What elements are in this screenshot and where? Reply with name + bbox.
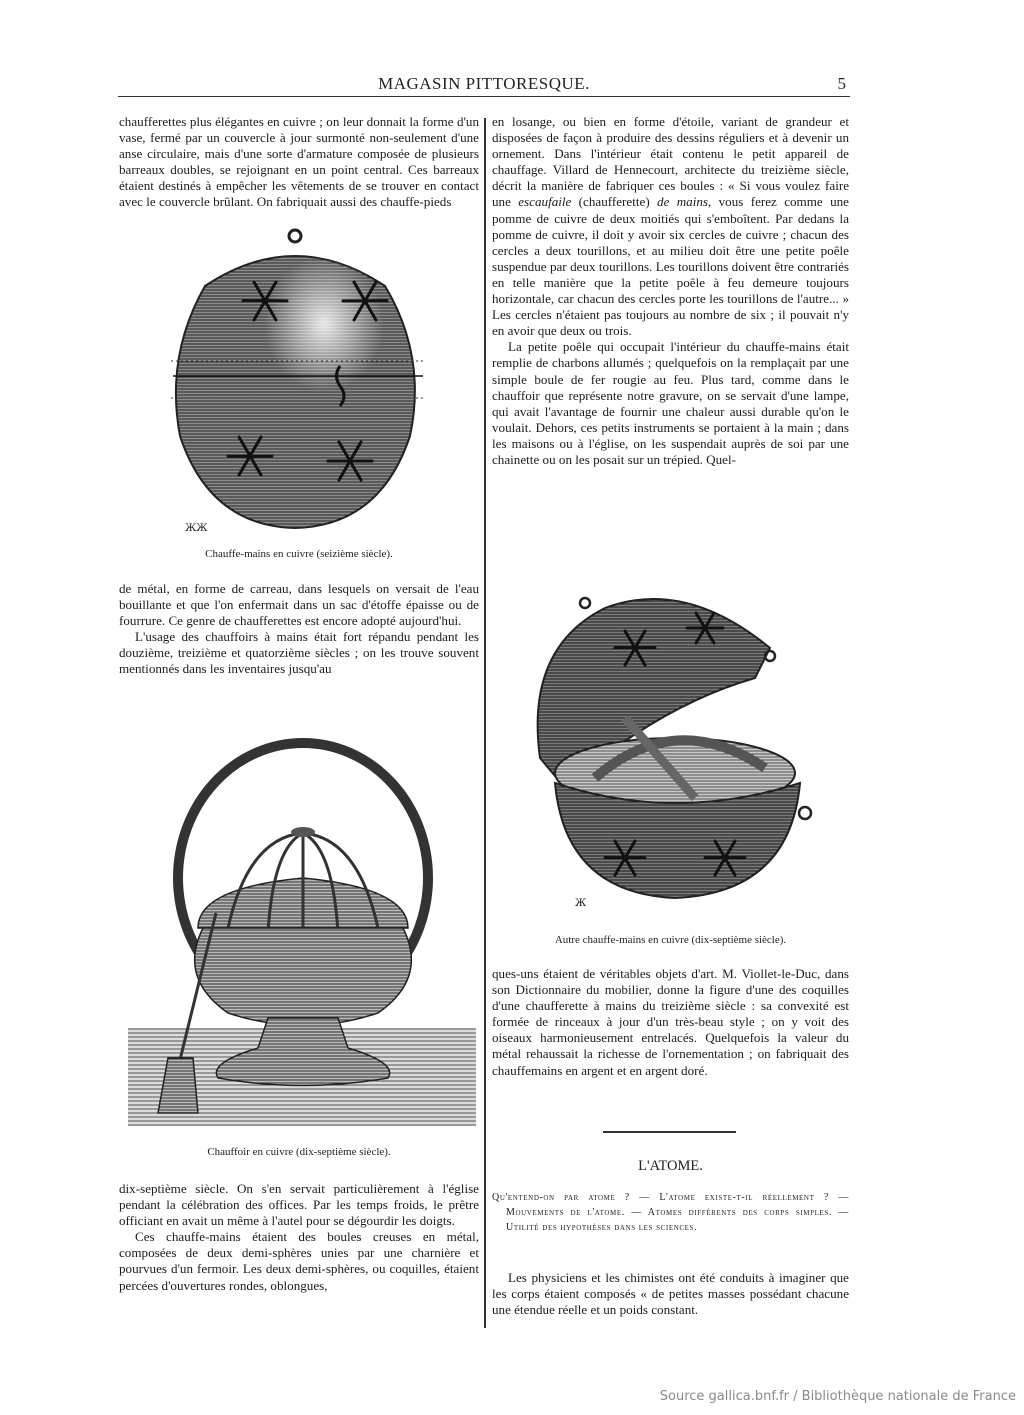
engraving-chauffoir-icon <box>128 728 476 1128</box>
paragraph: ques-uns étaient de véritables objets d'art. M. Viollet-le-Duc, dans son Dictionnaire du mobilier, donne la figure d'une des coquilles d'une chaufferette à mains du treizième siècle : sa convexité est formée de rinceaux à jour d'un très-beau style ; on y voit des oiseaux harmonieusement entrelacés. Quelquefois la valeur du métal rehaussait la richesse de l'ornementation ; on fabriquait des chauffemains en argent et en argent doré. <box>492 966 849 1078</box>
article-title: L'ATOME. <box>638 1158 703 1174</box>
paragraph: en losange, ou bien en forme d'étoile, variant de grandeur et disposées de façon à produire des dessins réguliers et à devenir un ornement. Dans l'intérieur était contenu le petit appareil de chauffage. Villard de Hennecourt, architecte du treizième siècle, décrit la manière de fabriquer ces boules : « Si vous voulez faire une escaufaile (chaufferette) de mains, vous ferez comme une pomme de cuivre de deux moitiés qui s'emboîtent. Par dedans la pomme de cuivre, il doit y avoir six cercles de cuivre ; chacun des cercles a deux tourillons, et au milieu doit être une petite poêle suspendue par deux tourillons. Les tourillons doivent être contrariés en telle manière que la petite poêle à feu demeure toujours horizontale, car chacun des cercles porte les tourillons de l'autre... » Les cercles n'étaient pas toujours au nombre de six ; il pouvait n'y en avoir que deux ou trois. <box>492 114 849 339</box>
figure-caption: Chauffoir en cuivre (dix-septième siècle). <box>207 1146 391 1158</box>
figure-chauffoir <box>128 728 476 1128</box>
figure-caption: Autre chauffe-mains en cuivre (dix-septième siècle). <box>554 934 787 946</box>
left-column-text-1 <box>119 114 479 211</box>
left-column-text-3 <box>119 1181 479 1294</box>
italic-term: de mains <box>657 194 709 210</box>
journal-title: MAGASIN PITTORESQUE. <box>378 74 590 93</box>
left-column-text-2 <box>119 581 479 678</box>
paragraph: dix-septième siècle. On s'en servait particulièrement à l'église pendant la célébration des offices. Par les temps froids, le prêtre officiant en avait un même à l'autel pour se dégourdir les doigts. <box>119 1181 479 1229</box>
paragraph: chaufferettes plus élégantes en cuivre ; on leur donnait la forme d'un vase, fermé par un couvercle à jour surmonté non-seulement d'une anse circulaire, mais d'une sorte d'armature composée de plusieurs barreaux doubles, se rejoignant en un point central. Ces barreaux étaient destinés à empêcher les vêtements de se trouver en contact avec le couvercle brûlant. On fabriquait aussi des chauffe-pieds <box>119 114 479 210</box>
right-column-text-1 <box>492 114 849 468</box>
engraving-sphere-closed-icon <box>165 226 435 536</box>
engraving-sphere-open-icon <box>525 588 815 918</box>
paragraph: Ces chauffe-mains étaient des boules creuses en métal, composées de deux demi-sphères unies par une charnière et pourvues d'un fermoir. Les deux demi-sphères, ou coquilles, étaient percées d'ouvertures rondes, oblongues, <box>119 1229 479 1293</box>
page-number: 5 <box>837 74 846 93</box>
article-summary: Qu'entend-on par atome ? — L'atome existe-t-il réellement ? — Mouvements de l'atome. — Atomes différents des corps simples. — Utilité des hypothèses dans les sciences. <box>492 1192 849 1233</box>
figure-caption: Chauffe-mains en cuivre (seizième siècle). <box>205 548 393 560</box>
figure-sphere-closed <box>165 226 435 536</box>
svg-text:ЖЖ: ЖЖ <box>185 523 208 534</box>
svg-text:Ж: Ж <box>575 898 587 909</box>
paragraph: Les physiciens et les chimistes ont été conduits à imaginer que les corps étaient composés « de petites masses possédant chacune une étendue réelle et un poids constant. <box>492 1270 849 1318</box>
right-column-text-2 <box>492 966 849 1079</box>
column-divider <box>484 118 486 1328</box>
paragraph: L'usage des chauffoirs à mains était fort répandu pendant les douzième, treizième et quatorzième siècles ; on les trouve souvent mentionnés dans les inventaires jusqu'au <box>119 629 479 677</box>
paragraph: La petite poêle qui occupait l'intérieur du chauffe-mains était remplie de charbons allumés ; quelquefois on la remplaçait par une simple boule de fer rougie au feu. Plus tard, comme dans le chauffoir que représente notre gravure, on se servait d'une lampe, qui avait l'avantage de fournir une chaleur aussi durable qu'on le voulait. Dehors, ces petits instruments se portaient à la main ; dans les maisons ou à l'église, on les suspendait auprès de soi par une chainette ou on les posait sur un trépied. Quel- <box>492 339 849 467</box>
running-header <box>118 74 850 97</box>
source-attribution: Source gallica.bnf.fr / Bibliothèque nationale de France <box>659 1389 1016 1404</box>
figure-sphere-open <box>525 588 815 918</box>
article-body <box>492 1270 849 1318</box>
italic-term: escaufaile <box>518 194 572 210</box>
paragraph: de métal, en forme de carreau, dans lesquels on versait de l'eau bouillante et que l'on enfermait dans un sac d'étoffe épaisse ou de fourrure. Ce genre de chaufferettes est encore adopté aujourd'hui. <box>119 581 479 629</box>
section-rule <box>603 1131 736 1133</box>
